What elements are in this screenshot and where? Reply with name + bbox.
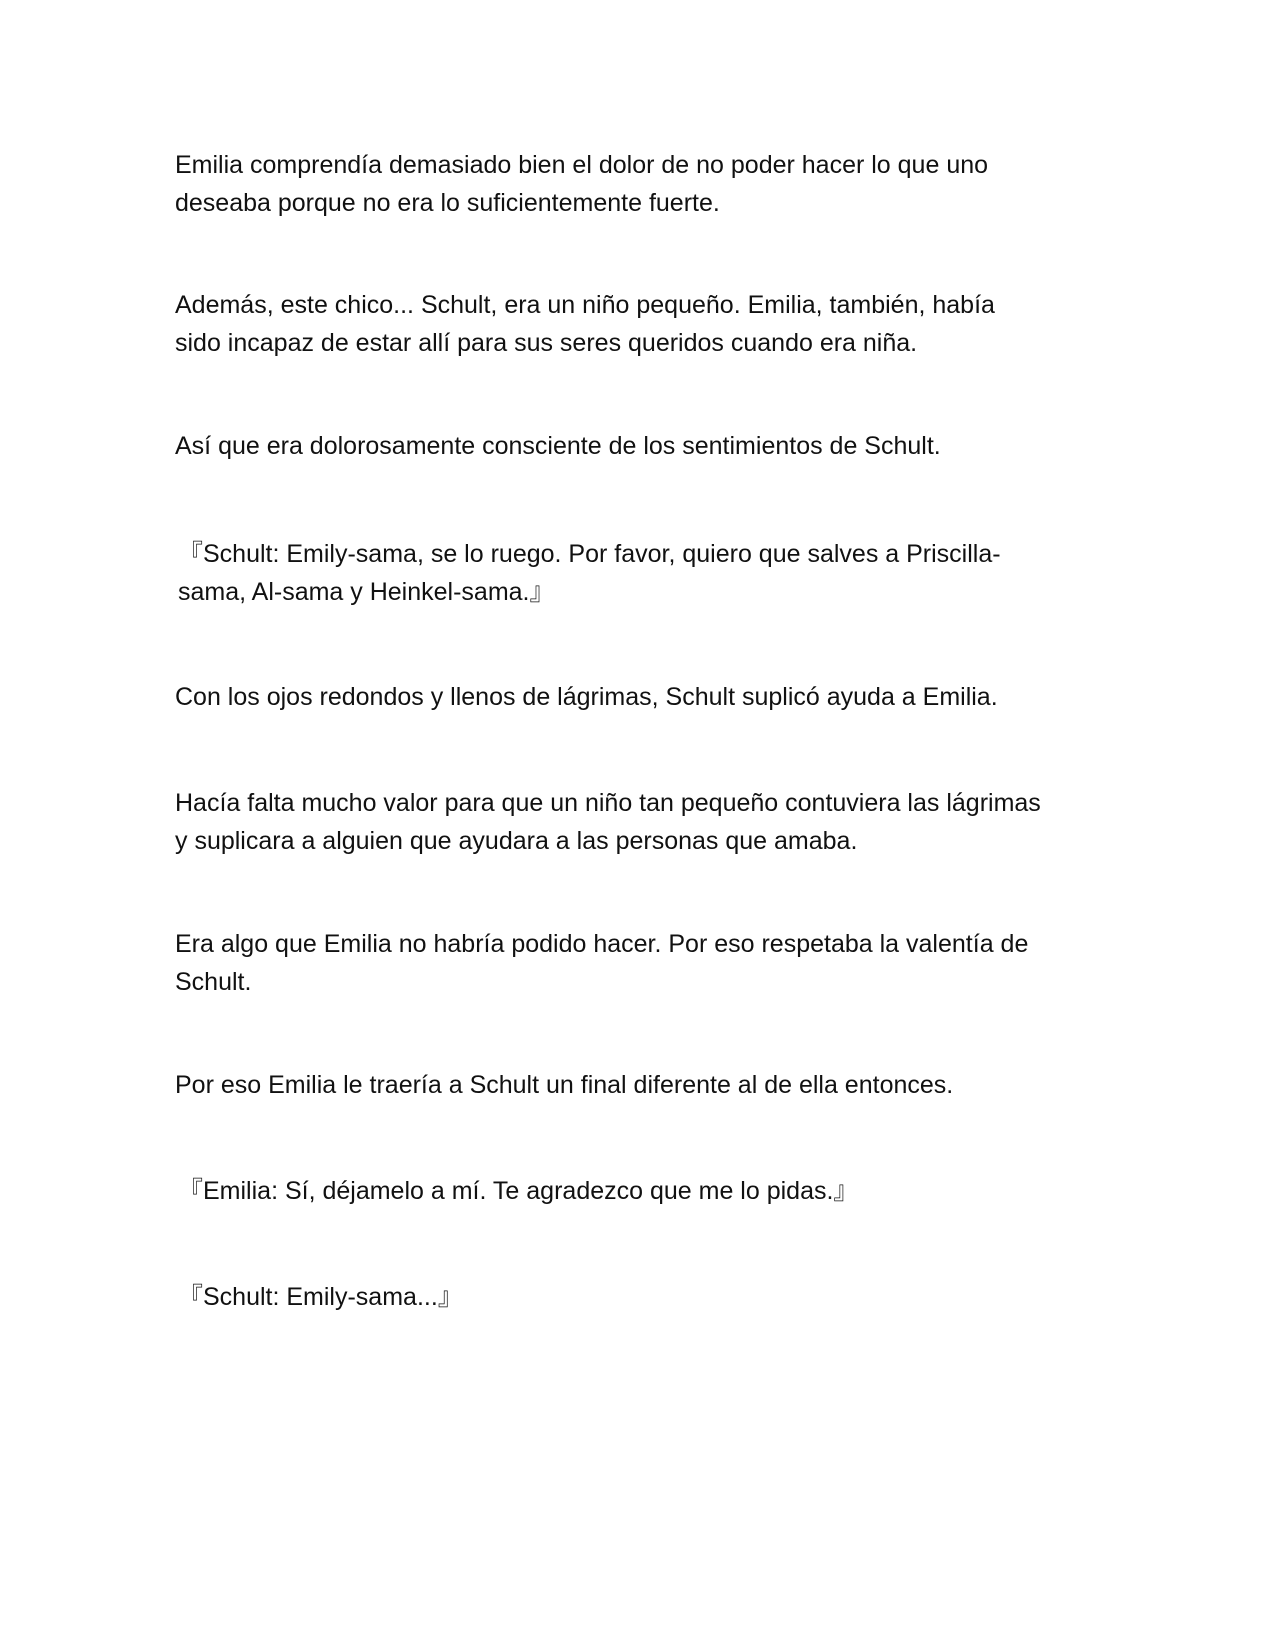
paragraph-2: Además, este chico... Schult, era un niño pequeño. Emilia, también, había sido incapaz de estar allí para sus seres queridos cuando era niña.: [175, 291, 995, 357]
paragraph-8: Por eso Emilia le traería a Schult un final diferente al de ella entonces.: [175, 1071, 954, 1099]
paragraph-6: Hacía falta mucho valor para que un niño tan pequeño contuviera las lágrimas y suplicara a alguien que ayudara a las personas que amaba.: [175, 789, 1041, 855]
dialogue-schult-2: 『Schult: Emily-sama...』: [178, 1283, 463, 1311]
dialogue-schult-1: 『Schult: Emily-sama, se lo ruego. Por favor, quiero que salves a Priscilla- sama, Al-sama y Heinkel-sama.』: [178, 540, 1001, 606]
paragraph-1: Emilia comprendía demasiado bien el dolor de no poder hacer lo que uno deseaba porque no era lo suficientemente fuerte.: [175, 151, 989, 217]
dialogue-emilia: 『Emilia: Sí, déjamelo a mí. Te agradezco que me lo pidas.』: [178, 1177, 859, 1205]
paragraph-5: Con los ojos redondos y llenos de lágrimas, Schult suplicó ayuda a Emilia.: [175, 683, 998, 711]
paragraph-7: Era algo que Emilia no habría podido hacer. Por eso respetaba la valentía de Schult.: [175, 930, 1029, 996]
paragraph-3: Así que era dolorosamente consciente de los sentimientos de Schult.: [175, 432, 941, 460]
